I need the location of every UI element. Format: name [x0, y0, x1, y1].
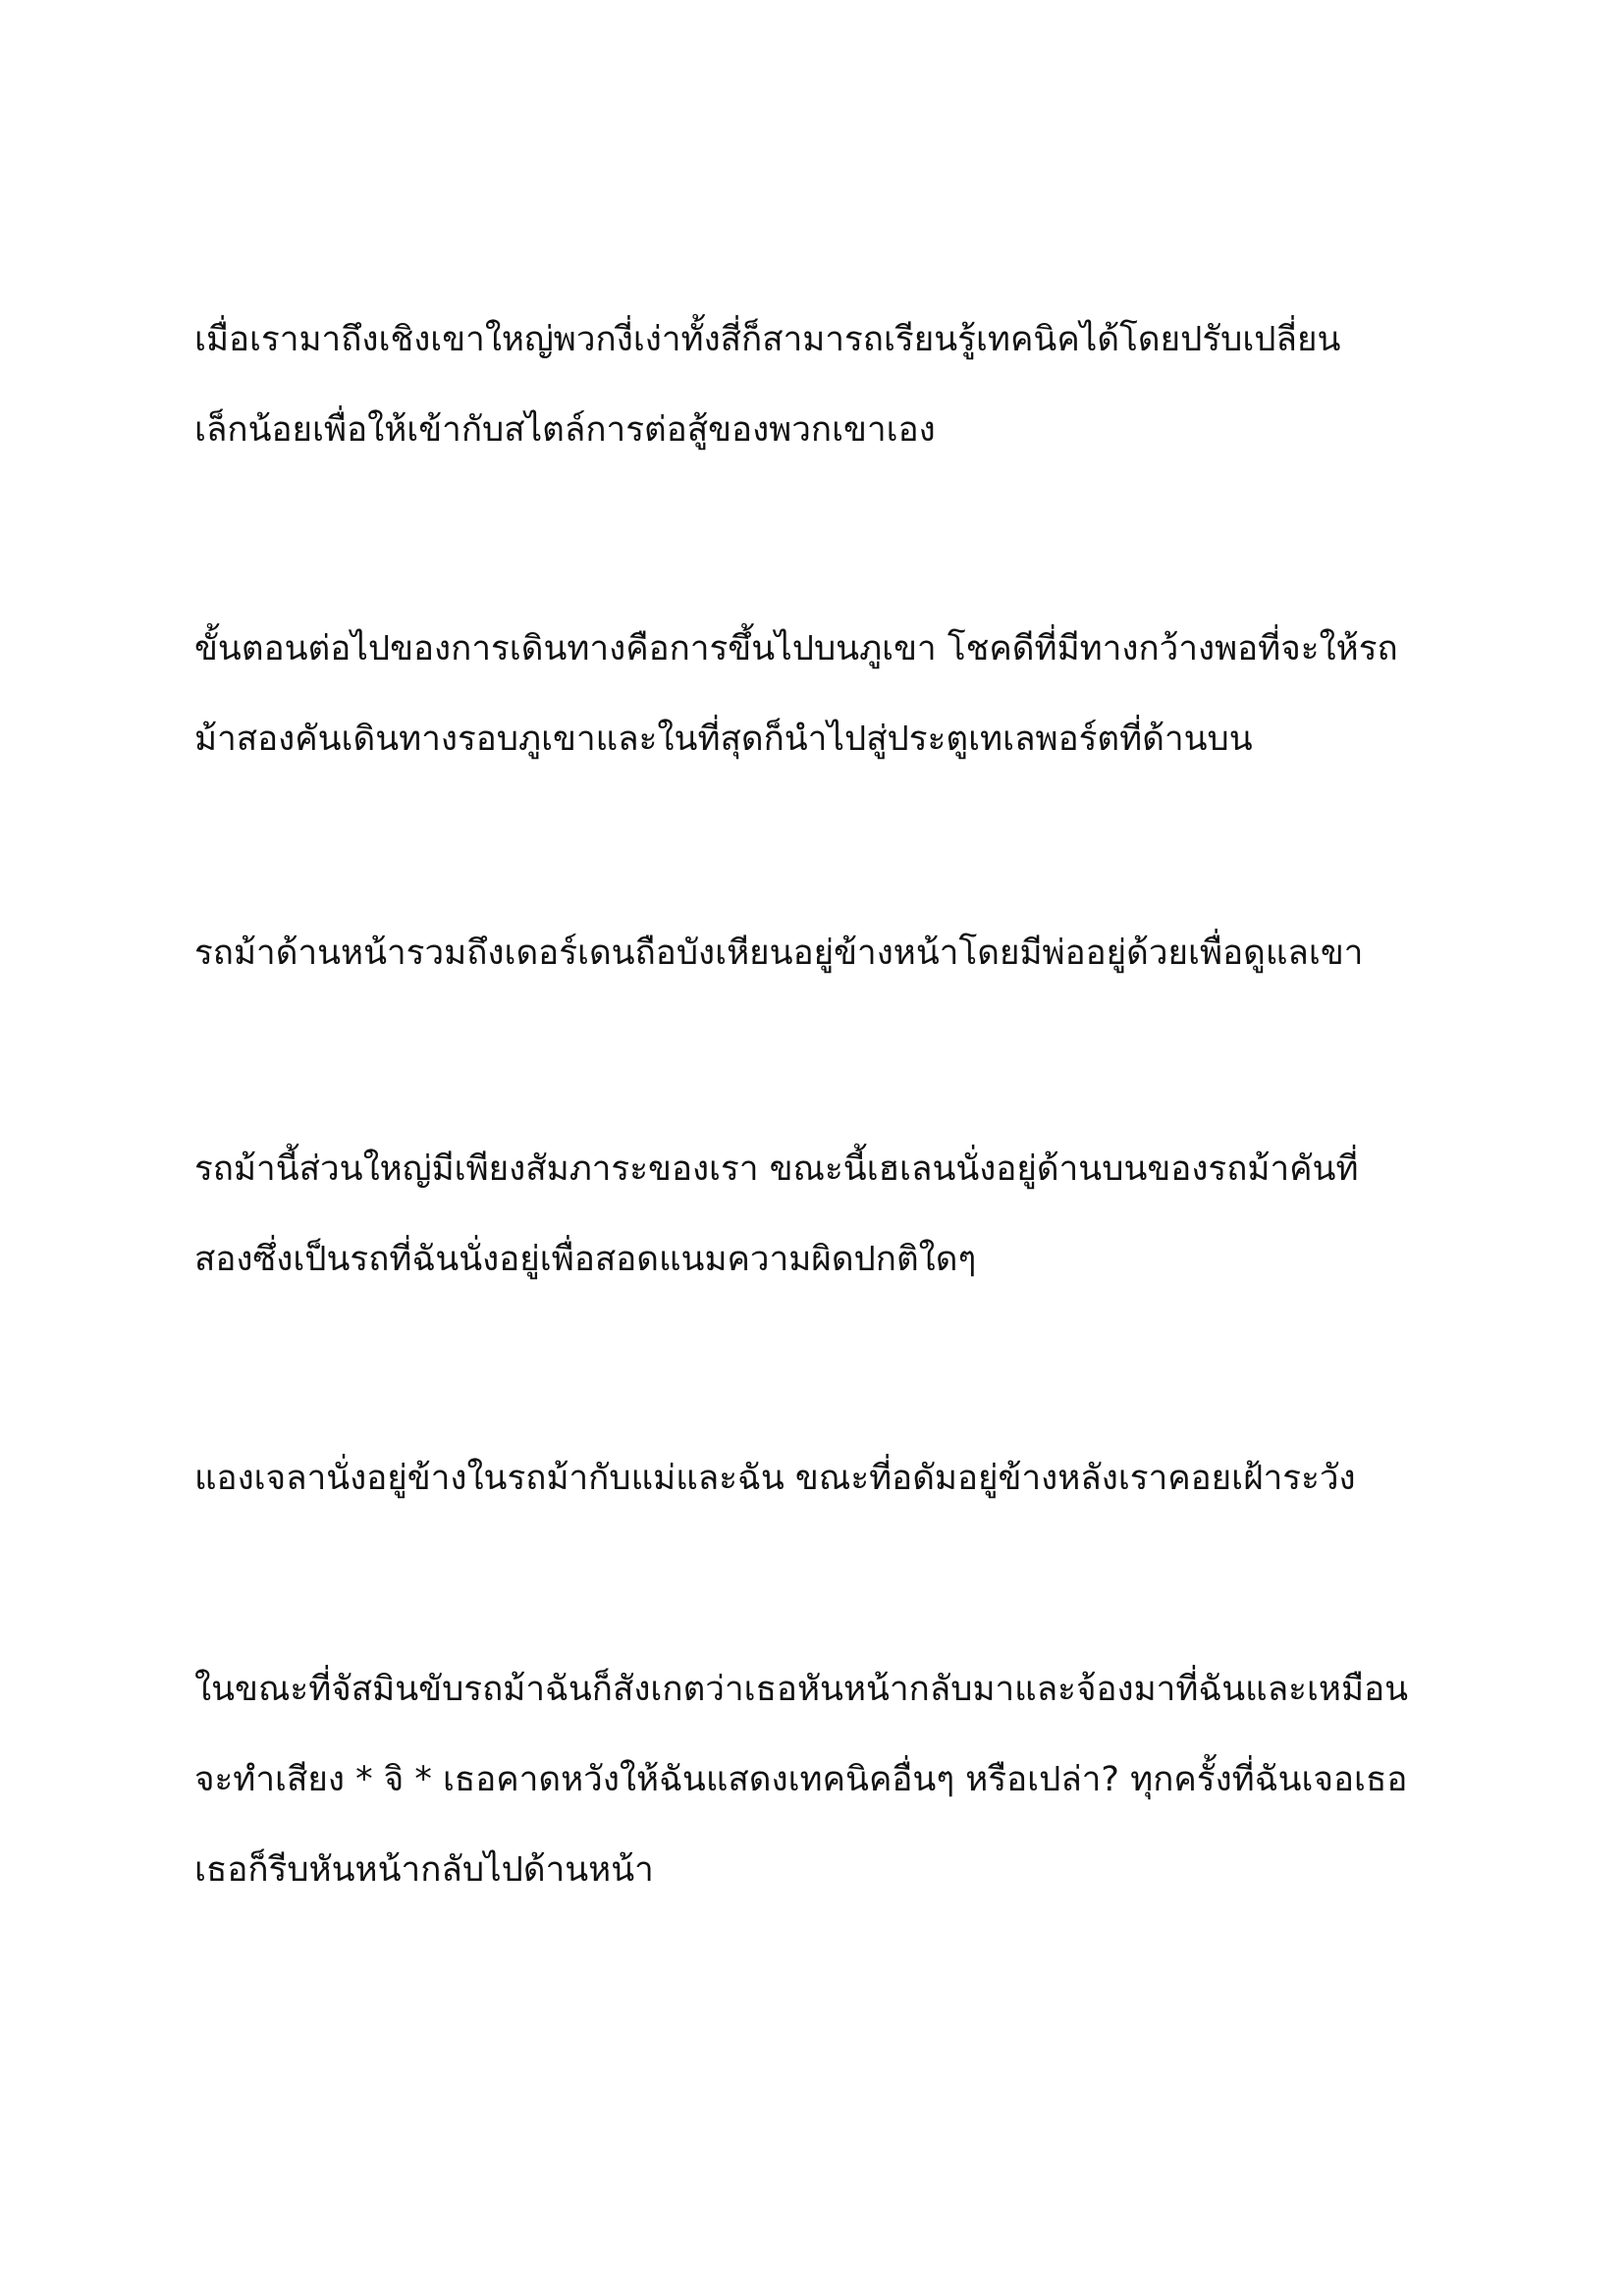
paragraph-1-line-2: เล็กน้อยเพื่อให้เข้ากับสไตล์การต่อสู้ของพวกเขาเอง [194, 410, 936, 450]
paragraph-6-line-2: จะทำเสียง * จิ * เธอคาดหวังให้ฉันแสดงเทคนิคอื่นๆ หรือเปล่า? ทุกครั้งที่ฉันเจอเธอ [194, 1760, 1408, 1799]
paragraph-2-line-1: ขั้นตอนต่อไปของการเดินทางคือการขึ้นไปบนภูเขา โชคดีที่มีทางกว้างพอที่จะให้รถ [194, 629, 1398, 668]
paragraph-2 [194, 604, 1451, 784]
paragraph-4 [194, 1124, 1451, 1305]
paragraph-6 [194, 1644, 1451, 1915]
paragraph-6-line-3: เธอก็รีบหันหน้ากลับไปด้านหน้า [194, 1850, 654, 1890]
paragraph-4-line-1: รถม้านี้ส่วนใหญ่มีเพียงสัมภาระของเรา ขณะนี้เฮเลนนั่งอยู่ด้านบนของรถม้าคันที่ [194, 1149, 1359, 1189]
paragraph-4-line-2: สองซึ่งเป็นรถที่ฉันนั่งอยู่เพื่อสอดแนมความผิดปกติใดๆ [194, 1240, 977, 1279]
paragraph-3-line-1: รถม้าด้านหน้ารวมถึงเดอร์เดนถือบังเหียนอยู่ข้างหน้าโดยมีพ่ออยู่ด้วยเพื่อดูแลเขา [194, 934, 1364, 973]
paragraph-5-line-1: แองเจลานั่งอยู่ข้างในรถม้ากับแม่และฉัน ขณะที่อดัมอยู่ข้างหลังเราคอยเฝ้าระวัง [194, 1459, 1356, 1498]
paragraph-1 [194, 294, 1451, 475]
paragraph-1-line-1: เมื่อเรามาถึงเชิงเขาใหญ่พวกงี่เง่าทั้งสี่ก็สามารถเรียนรู้เทคนิคได้โดยปรับเปลี่ยน [194, 320, 1341, 359]
paragraph-5 [194, 1433, 1451, 1523]
paragraph-3 [194, 908, 1451, 998]
paragraph-6-line-1: ในขณะที่จัสมินขับรถม้าฉันก็สังเกตว่าเธอหันหน้ากลับมาและจ้องมาที่ฉันและเหมือน [194, 1670, 1409, 1709]
paragraph-2-line-2: ม้าสองคันเดินทางรอบภูเขาและในที่สุดก็นำไปสู่ประตูเทเลพอร์ตที่ด้านบน [194, 720, 1253, 759]
